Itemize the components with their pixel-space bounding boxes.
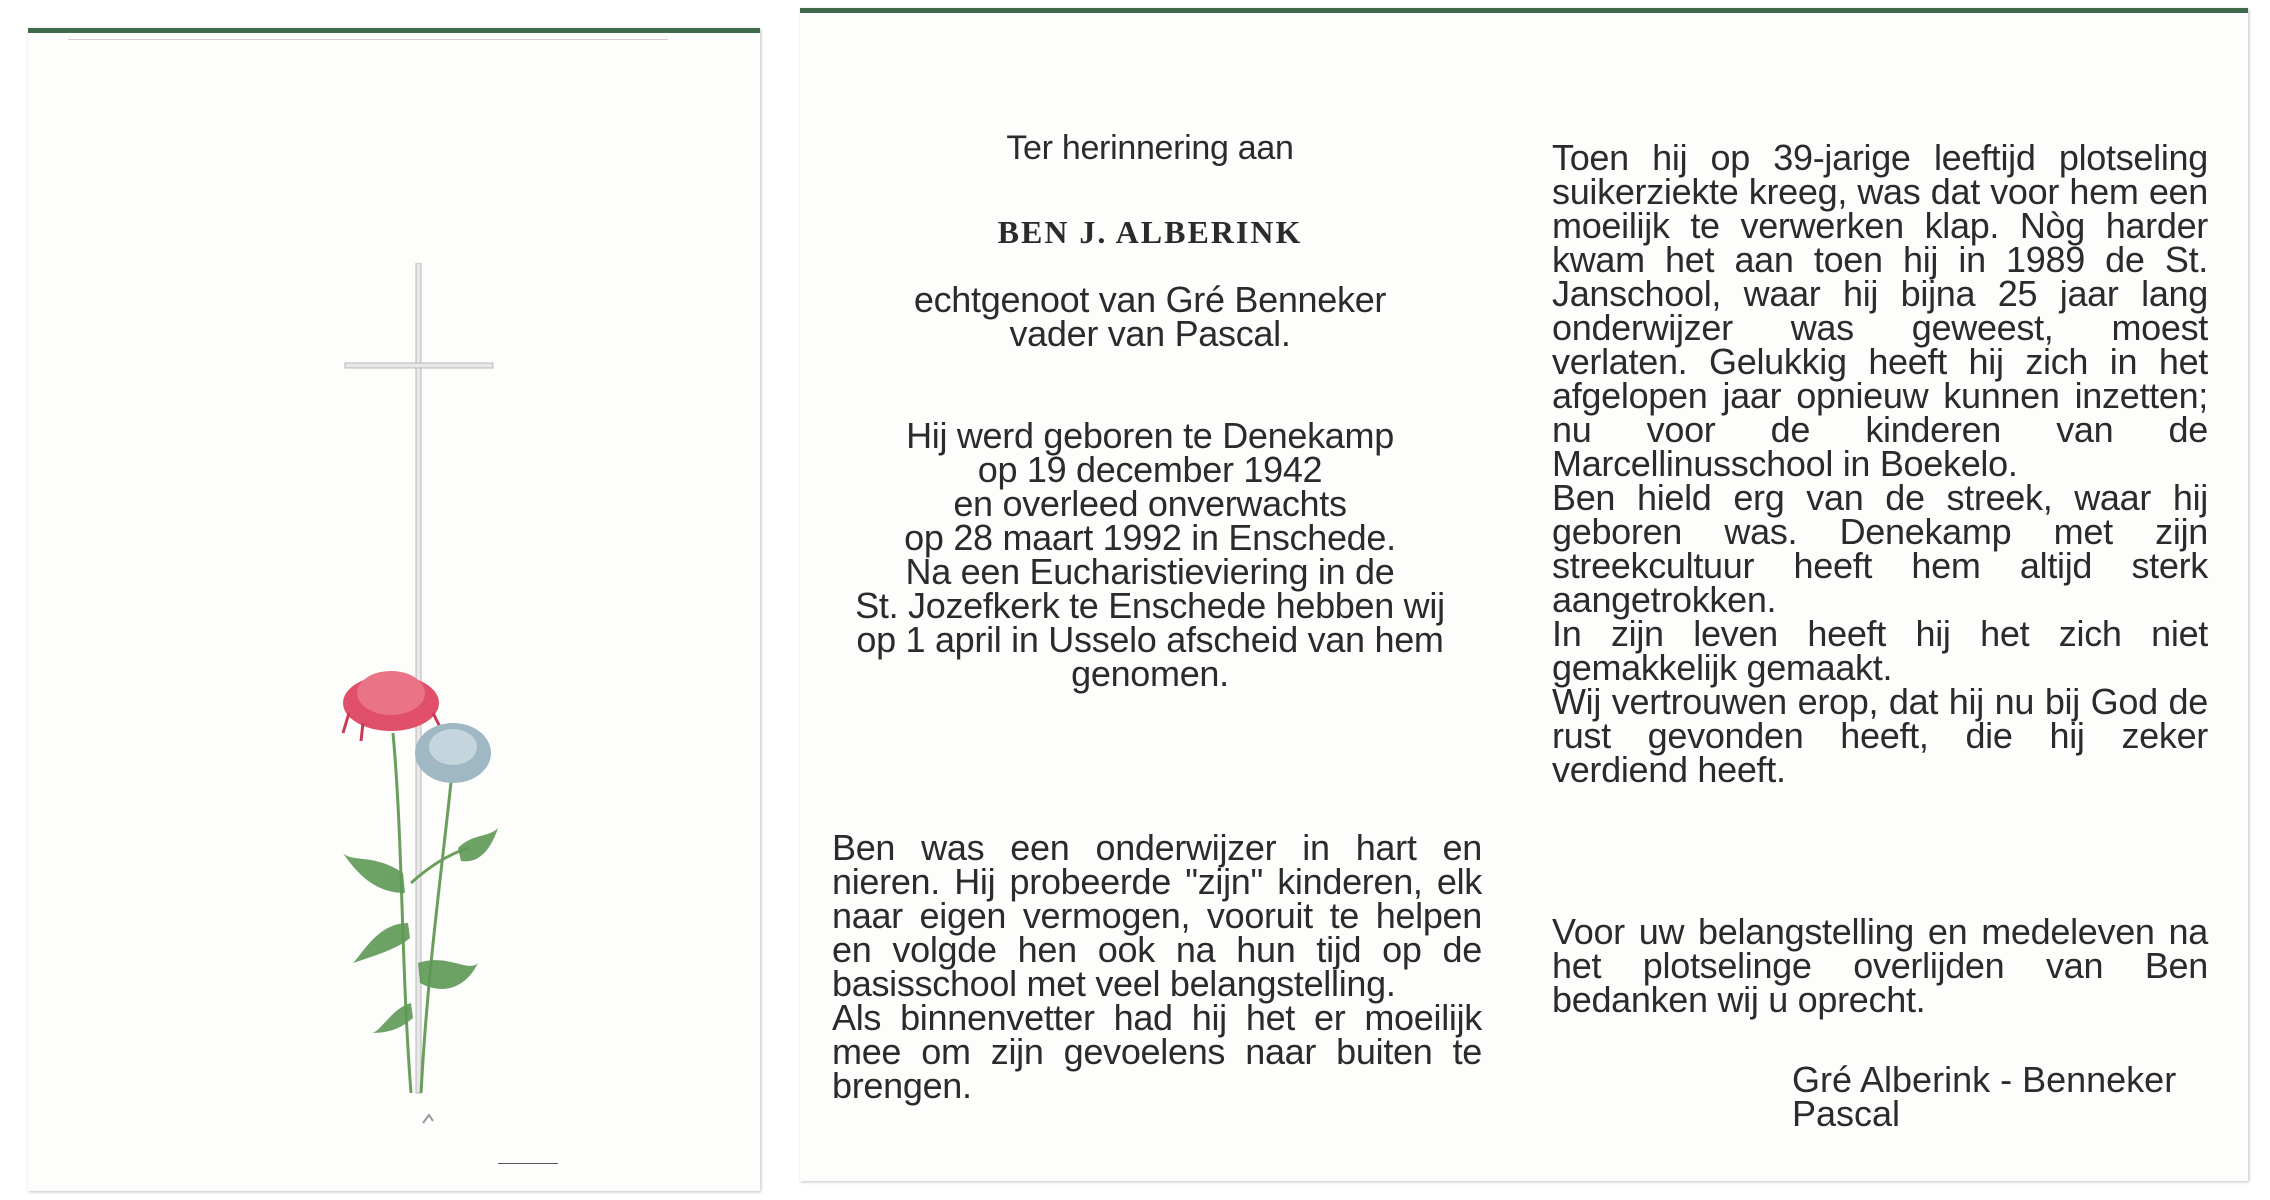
signature-line: Gré Alberink - Benneker	[1792, 1059, 2177, 1100]
flower-stems	[393, 733, 468, 1093]
paper-edge-line	[68, 39, 668, 40]
memorial-intro-block	[825, 129, 1475, 694]
biography-paragraph: In zijn leven heeft hij het zich niet gemakkelijk gemaakt.	[1552, 613, 2208, 688]
cross-with-flowers-illustration	[283, 263, 543, 1143]
text-line: op 19 december 1942	[977, 449, 1323, 490]
thanks-paragraph: Voor uw belangstelling en medeleven na het plotselinge overlijden van Ben bedanken wij u oprecht.	[1552, 911, 2208, 1020]
text-line: genomen.	[1071, 653, 1229, 694]
biography-paragraph: Toen hij op 39-jarige leeftijd plotseling suikerziekte kreeg, was dat voor hem een moeilijk te verwerken klap. Nòg harder kwam het aan toen hij in 1989 de St. Janschool, waar hij bijna 25 jaar lang onderwijzer was geweest, moest verlaten. Gelukkig heeft hij zich in het afgelopen jaar opnieuw kunnen inzetten; nu voor de kinderen van de Marcellinusschool in Boekelo.	[1552, 137, 2208, 484]
fold-mark	[498, 1163, 558, 1164]
blue-flower-icon	[415, 723, 491, 783]
teacher-text-block	[832, 827, 1482, 1106]
artist-mark	[423, 1115, 433, 1123]
signature-block	[1792, 1059, 2177, 1134]
relation-line: vader van Pascal.	[1009, 313, 1291, 354]
text-line: op 1 april in Usselo afscheid van hem	[856, 619, 1444, 660]
card-front	[28, 28, 760, 1191]
biography-text-block	[1552, 137, 2208, 790]
memorial-heading: Ter herinnering aan	[1006, 129, 1294, 167]
text-line: St. Jozefkerk te Enschede hebben wij	[855, 585, 1445, 626]
text-line: Na een Eucharistieviering in de	[905, 551, 1395, 592]
teacher-paragraph: Ben was een onderwijzer in hart en nieren. Hij probeerde "zijn" kinderen, elk naar eigen vermogen, vooruit te helpen en volgde hen ook na hun tijd op de basisschool met veel belangstelling.	[832, 827, 1482, 1004]
birth-death-block	[825, 415, 1475, 694]
text-line: Hij werd geboren te Denekamp	[906, 415, 1394, 456]
biography-paragraph: Wij vertrouwen erop, dat hij nu bij God de rust gevonden heeft, die hij zeker verdiend heeft.	[1552, 681, 2208, 790]
biography-paragraph: Ben hield erg van de streek, waar hij geboren was. Denekamp met zijn streekcultuur heeft hem altijd sterk aangetrokken.	[1552, 477, 2208, 620]
deceased-name: BEN J. ALBERINK	[997, 214, 1303, 250]
signature-line: Pascal	[1792, 1093, 1901, 1134]
thanks-block	[1552, 911, 2208, 1020]
text-line: en overleed onverwachts	[953, 483, 1347, 524]
red-flower-icon	[343, 671, 441, 741]
feelings-paragraph: Als binnenvetter had hij het er moeilijk mee om zijn gevoelens naar buiten te brengen.	[832, 997, 1482, 1106]
relation-block	[825, 279, 1475, 354]
card-inside	[800, 8, 2248, 1181]
relation-line: echtgenoot van Gré Benneker	[913, 279, 1387, 320]
text-line: op 28 maart 1992 in Enschede.	[904, 517, 1396, 558]
